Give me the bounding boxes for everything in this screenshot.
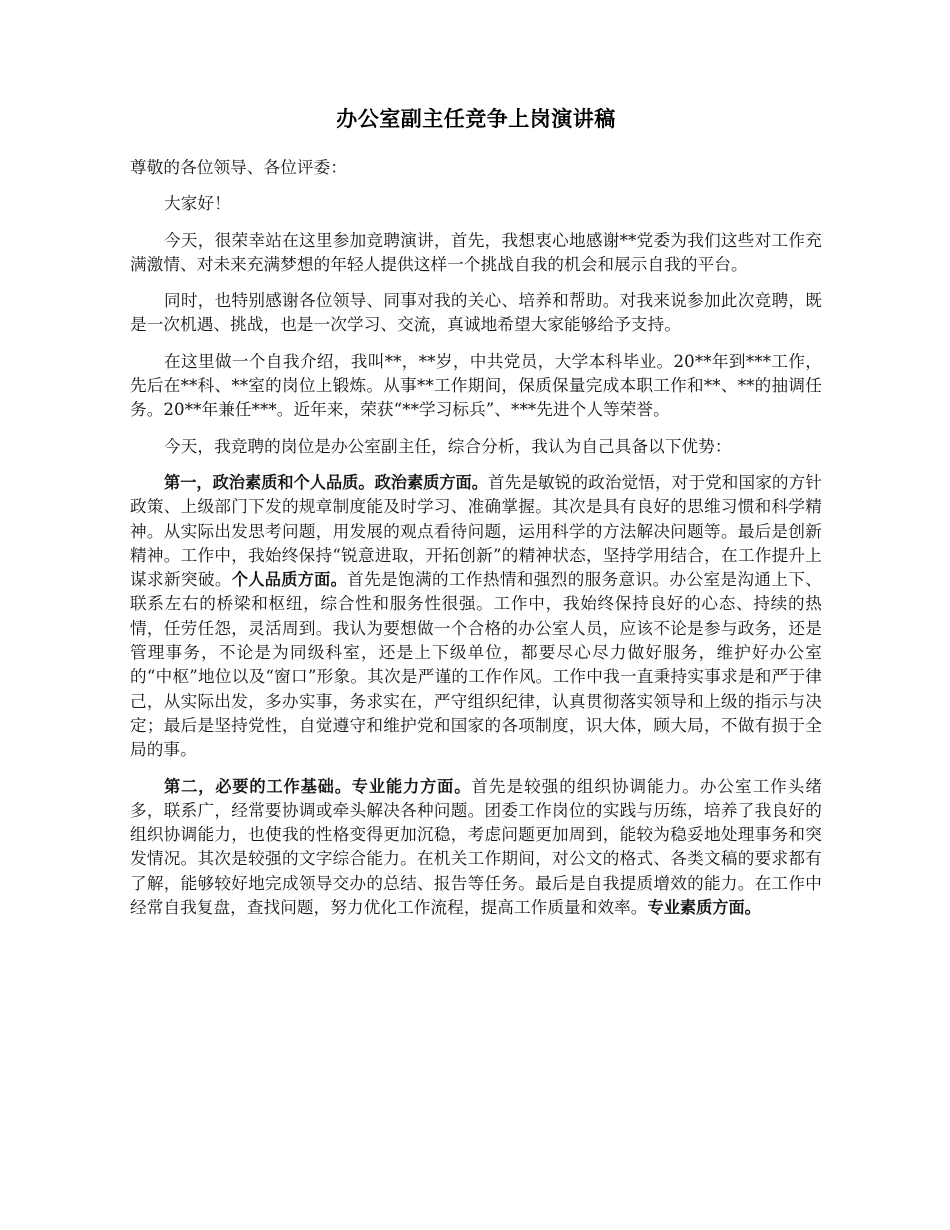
- paragraph-advantage-two: [130, 775, 822, 921]
- emphasis-run: 第一，政治素质和个人品质。政治素质方面。: [164, 472, 488, 492]
- text-run: 大家好！: [164, 194, 231, 214]
- text-run: 首先是敏锐的政治觉悟，对于党和国家的方针政策、上级部门下发的规章制度能及时学习、准确掌握。其次是具有良好的思维习惯和科学精神。从实际出发思考问题，用发展的观点看待问题，运用科学的方法解决问题等。最后是创新精神。工作中，我始终保持“锐意进取，开拓创新”的精神状态，坚持学用结合，在工作提升上谋求新突破。: [130, 472, 823, 590]
- emphasis-run: 第二，必要的工作基础。专业能力方面。: [164, 776, 472, 796]
- paragraph-position-statement: [130, 435, 822, 459]
- text-run: 首先是饱满的工作热情和强烈的服务意识。办公室是沟通上下、联系左右的桥梁和枢纽，综合性和服务性很强。工作中，我始终保持良好的心态、持续的热情，任劳任怨，灵活周到。我认为要想做一个合格的办公室人员，应该不论是参与政务，还是管理事务，不论是为同级科室，还是上下级单位，都要尽心尽力做好服务，维护好办公室的“中枢”地位以及“窗口”形象。其次是严谨的工作作风。工作中我一直秉持实事求是和严于律己，从实际出发，多办实事，务求实在，严守组织纪律，认真贯彻落实领导和上级的指示与决定；最后是坚持党性，自觉遵守和维护党和国家的各项制度，识大体，顾大局，不做有损于全局的事。: [130, 570, 822, 760]
- text-run: 尊敬的各位领导、各位评委：: [130, 158, 348, 177]
- paragraph-greeting: [130, 192, 822, 216]
- emphasis-run: 专业素质方面。: [647, 898, 761, 918]
- paragraph-opening-thanks: [130, 229, 822, 278]
- document-body: [130, 104, 822, 920]
- paragraph-self-introduction: [130, 350, 822, 423]
- page-title: 办公室副主任竞争上岗演讲稿: [336, 107, 616, 131]
- text-run: 今天，很荣幸站在这里参加竞聘演讲，首先，我想衷心地感谢**党委为我们这些对工作充满激情、对未来充满梦想的年轻人提供这样一个挑战自我的机会和展示自我的平台。: [130, 230, 822, 274]
- text-run: 今天，我竞聘的岗位是办公室副主任，综合分析，我认为自己具备以下优势：: [164, 436, 732, 456]
- paragraph-salutation: [130, 156, 822, 180]
- paragraph-container: [130, 156, 822, 920]
- paragraph-advantage-one: [130, 471, 822, 763]
- emphasis-run: 个人品质方面。: [231, 570, 348, 590]
- text-run: 同时，也特别感谢各位领导、同事对我的关心、培养和帮助。对我来说参加此次竞聘，既是一次机遇、挑战，也是一次学习、交流，真诚地希望大家能够给予支持。: [130, 291, 822, 335]
- paragraph-thanks-leaders: [130, 289, 822, 338]
- text-run: 首先是较强的组织协调能力。办公室工作头绪多，联系广，经常要协调或牵头解决各种问题。团委工作岗位的实践与历练，培养了我良好的组织协调能力，也使我的性格变得更加沉稳，考虑问题更加周到，能较为稳妥地处理事务和突发情况。其次是较强的文字综合能力。在机关工作期间，对公文的格式、各类文稿的要求都有了解，能够较好地完成领导交办的总结、报告等任务。最后是自我提质增效的能力。在工作中经常自我复盘，查找问题，努力优化工作流程，提高工作质量和效率。: [130, 776, 823, 918]
- text-run: 在这里做一个自我介绍，我叫**，**岁，中共党员，大学本科毕业。20**年到***工作，先后在**科、**室的岗位上锻炼。从事**工作期间，保质保量完成本职工作和**、**的抽调任务。20**年兼任***。近年来，荣获“**学习标兵”、***先进个人等荣誉。: [130, 351, 822, 420]
